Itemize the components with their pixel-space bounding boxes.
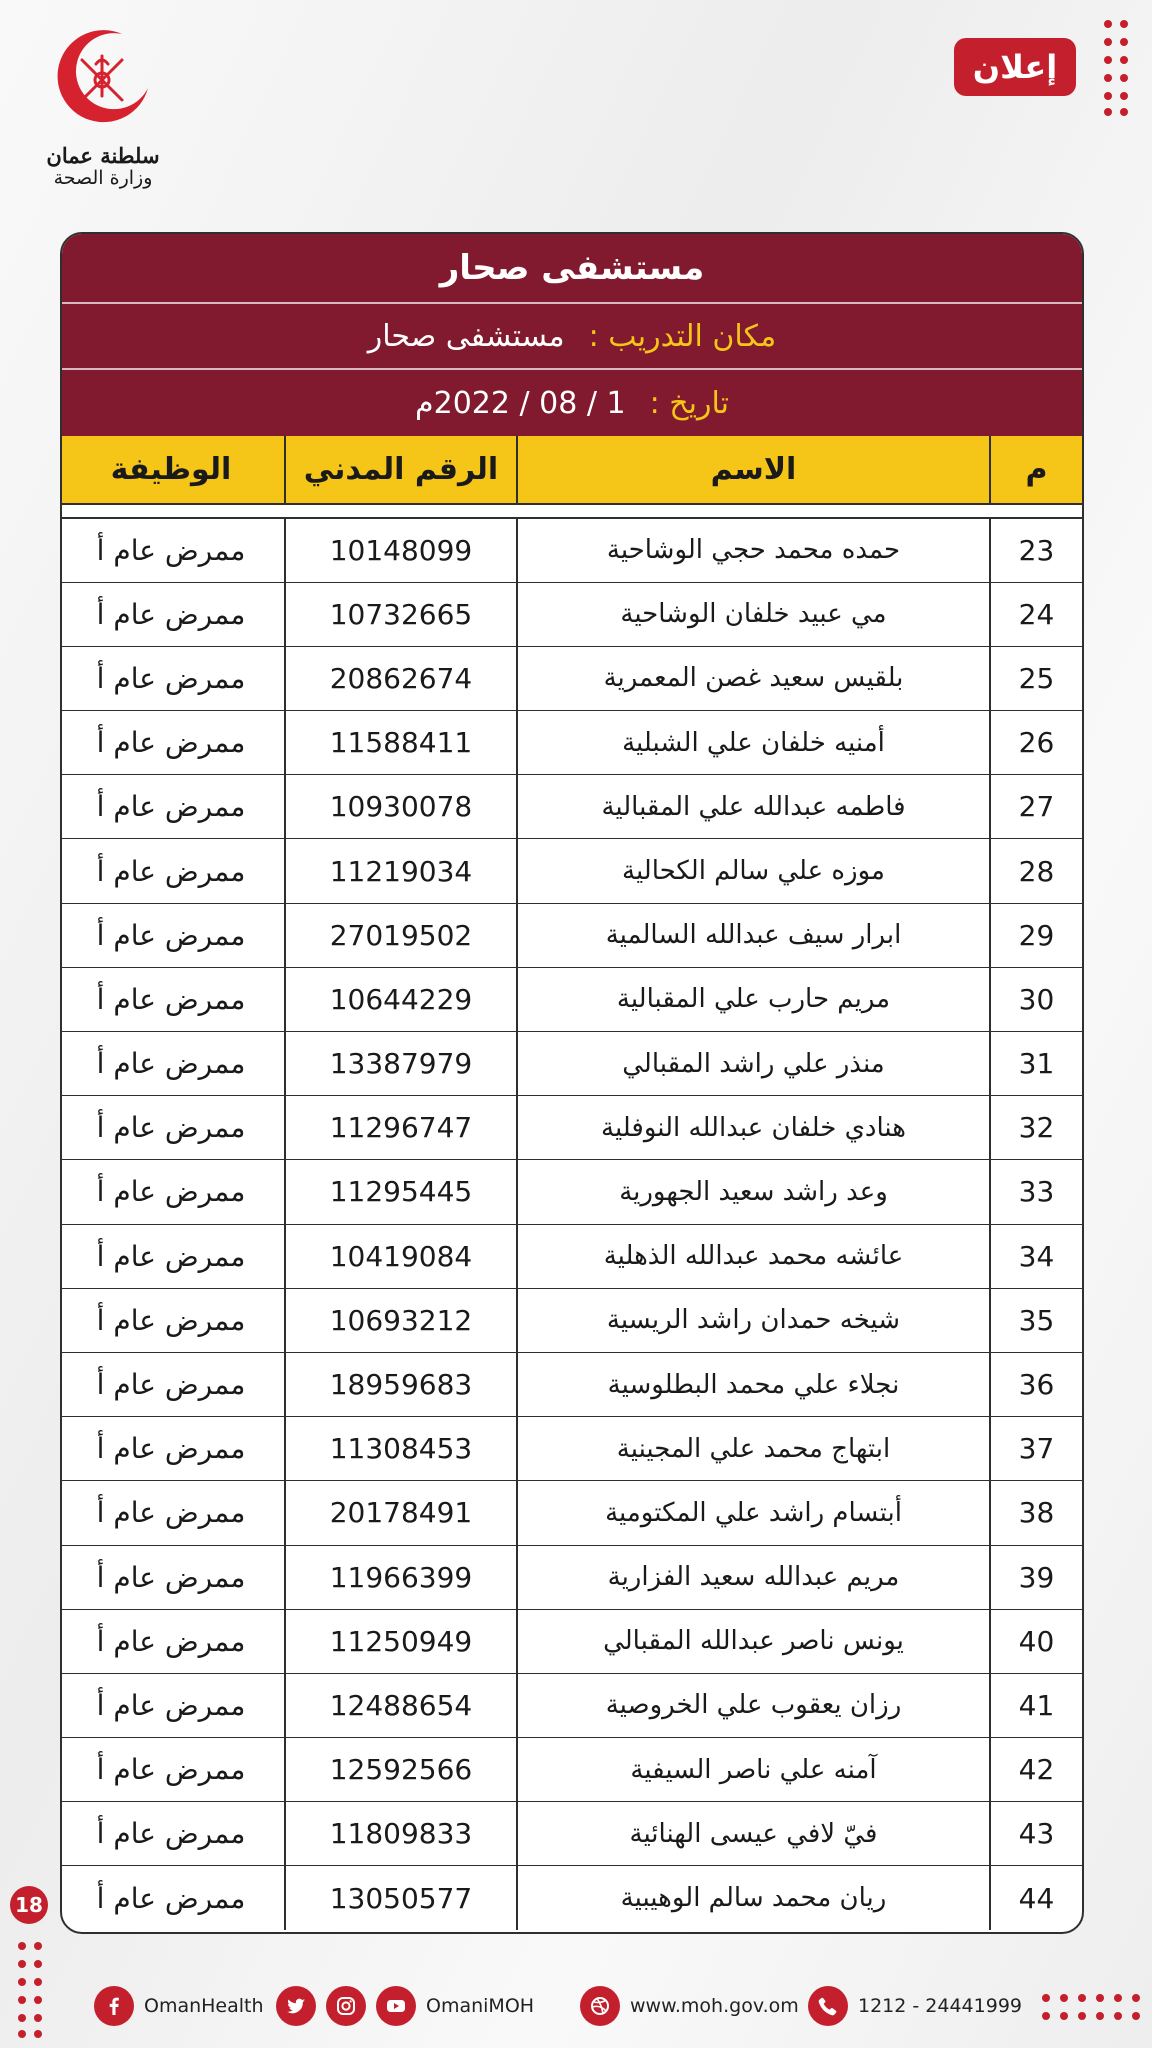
row-number: 24 — [990, 582, 1082, 646]
date-value: 1 / 08 / 2022م — [415, 385, 626, 421]
row-name: حمده محمد حجي الوشاحية — [517, 518, 990, 582]
row-number: 42 — [990, 1738, 1082, 1802]
row-name: وعد راشد سعيد الجهورية — [517, 1160, 990, 1224]
row-civil-id: 20178491 — [285, 1481, 517, 1545]
column-header-name: الاسم — [517, 436, 990, 504]
training-place-value: مستشفى صحار — [367, 318, 565, 354]
table-row — [60, 518, 1082, 582]
twitter-icon[interactable] — [276, 1986, 316, 2026]
row-civil-id: 10693212 — [285, 1288, 517, 1352]
date-row — [62, 370, 1082, 436]
row-number: 31 — [990, 1032, 1082, 1096]
table-row — [60, 1288, 1082, 1352]
row-civil-id: 10732665 — [285, 582, 517, 646]
row-job: ممرض عام أ — [60, 1224, 285, 1288]
row-civil-id: 12592566 — [285, 1738, 517, 1802]
row-job: ممرض عام أ — [60, 1545, 285, 1609]
row-number: 29 — [990, 903, 1082, 967]
row-job: ممرض عام أ — [60, 967, 285, 1031]
row-number: 34 — [990, 1224, 1082, 1288]
decorative-dots-icon — [1102, 18, 1132, 118]
row-civil-id: 10930078 — [285, 775, 517, 839]
row-civil-id: 11295445 — [285, 1160, 517, 1224]
phone-icon — [808, 1986, 848, 2026]
column-header-number: م — [990, 436, 1082, 504]
row-job: ممرض عام أ — [60, 1609, 285, 1673]
row-name: مريم عبدالله سعيد الفزارية — [517, 1545, 990, 1609]
logo-line-2: وزارة الصحة — [53, 167, 153, 190]
table-row — [60, 1352, 1082, 1416]
page-number: 18 — [10, 1886, 48, 1924]
row-job: ممرض عام أ — [60, 1738, 285, 1802]
row-civil-id: 20862674 — [285, 646, 517, 710]
website-url: www.moh.gov.om — [630, 1995, 799, 2017]
row-job: ممرض عام أ — [60, 1160, 285, 1224]
row-civil-id: 27019502 — [285, 903, 517, 967]
table-row — [60, 1481, 1082, 1545]
facebook-icon — [94, 1986, 134, 2026]
row-number: 28 — [990, 839, 1082, 903]
row-job: ممرض عام أ — [60, 775, 285, 839]
row-job: ممرض عام أ — [60, 1802, 285, 1866]
logo-line-1: سلطنة عمان — [46, 143, 160, 168]
row-name: أمنيه خلفان علي الشبلية — [517, 711, 990, 775]
row-civil-id: 11296747 — [285, 1096, 517, 1160]
row-number: 36 — [990, 1352, 1082, 1416]
table-row — [60, 775, 1082, 839]
table-row — [60, 1224, 1082, 1288]
announcement-badge: إعلان — [954, 38, 1076, 96]
footer-phone[interactable] — [808, 1982, 1022, 2030]
row-number: 32 — [990, 1096, 1082, 1160]
row-number: 27 — [990, 775, 1082, 839]
social-handle: OmaniMOH — [426, 1995, 535, 2017]
row-name: مريم حارب علي المقبالية — [517, 967, 990, 1031]
footer-website[interactable] — [580, 1982, 799, 2030]
row-civil-id: 10419084 — [285, 1224, 517, 1288]
table-row — [60, 1802, 1082, 1866]
table-row — [60, 1160, 1082, 1224]
row-job: ممرض عام أ — [60, 518, 285, 582]
row-number: 39 — [990, 1545, 1082, 1609]
row-job: ممرض عام أ — [60, 1417, 285, 1481]
trainees-table — [60, 436, 1082, 1930]
row-civil-id: 12488654 — [285, 1673, 517, 1737]
row-name: مي عبيد خلفان الوشاحية — [517, 582, 990, 646]
row-job: ممرض عام أ — [60, 1352, 285, 1416]
training-place-label: مكان التدريب : — [588, 318, 777, 354]
hospital-title: مستشفى صحار — [62, 234, 1082, 304]
row-number: 35 — [990, 1288, 1082, 1352]
row-civil-id: 11588411 — [285, 711, 517, 775]
row-job: ممرض عام أ — [96, 1881, 246, 1915]
row-name: آمنه علي ناصر السيفية — [517, 1738, 990, 1802]
table-row — [60, 1545, 1082, 1609]
row-name: ابتهاج محمد علي المجينية — [517, 1417, 990, 1481]
table-row — [60, 1096, 1082, 1160]
youtube-icon[interactable] — [376, 1986, 416, 2026]
row-civil-id: 11219034 — [285, 839, 517, 903]
row-job: ممرض عام أ — [60, 839, 285, 903]
footer-facebook[interactable] — [94, 1982, 264, 2030]
row-job: ممرض عام أ — [60, 1481, 285, 1545]
oman-emblem-icon — [52, 26, 152, 126]
row-number: 41 — [990, 1673, 1082, 1737]
row-job: ممرض عام أ — [60, 1673, 285, 1737]
row-civil-id: 11966399 — [285, 1545, 517, 1609]
row-civil-id: 11250949 — [285, 1609, 517, 1673]
row-name: يونس ناصر عبدالله المقبالي — [517, 1609, 990, 1673]
training-place-row — [62, 304, 1082, 370]
facebook-handle: OmanHealth — [144, 1995, 264, 2017]
table-row — [60, 1417, 1082, 1481]
announcement-card — [60, 232, 1084, 1934]
row-number: 43 — [990, 1802, 1082, 1866]
table-row — [60, 1866, 1082, 1930]
row-civil-id: 13387979 — [285, 1032, 517, 1096]
instagram-icon[interactable] — [326, 1986, 366, 2026]
dribbble-globe-icon — [580, 1986, 620, 2026]
row-name: موزه علي سالم الكحالية — [517, 839, 990, 903]
table-row — [60, 839, 1082, 903]
row-name: رزان يعقوب علي الخروصية — [517, 1673, 990, 1737]
row-civil-id: 11308453 — [285, 1417, 517, 1481]
row-job: ممرض عام أ — [60, 582, 285, 646]
row-name: منذر علي راشد المقبالي — [517, 1032, 990, 1096]
row-number: 44 — [990, 1866, 1082, 1930]
row-civil-id: 10148099 — [285, 518, 517, 582]
footer-bar — [0, 1982, 1152, 2030]
row-job: ممرض عام أ — [60, 1288, 285, 1352]
table-row — [60, 1738, 1082, 1802]
table-row — [60, 967, 1082, 1031]
table-row — [60, 1032, 1082, 1096]
row-job: ممرض عام أ — [60, 646, 285, 710]
row-name: فاطمه عبدالله علي المقبالية — [517, 775, 990, 839]
table-row — [60, 646, 1082, 710]
table-row — [60, 1609, 1082, 1673]
row-name: أبتسام راشد علي المكتومية — [517, 1481, 990, 1545]
row-name: عائشه محمد عبدالله الذهلية — [517, 1224, 990, 1288]
row-job: ممرض عام أ — [60, 1032, 285, 1096]
row-name: شيخه حمدان راشد الريسية — [517, 1288, 990, 1352]
row-name: ريان محمد سالم الوهيبية — [517, 1866, 990, 1930]
row-civil-id: 10644229 — [285, 967, 517, 1031]
row-name: هنادي خلفان عبدالله النوفلية — [517, 1096, 990, 1160]
table-row — [60, 1673, 1082, 1737]
row-name: فيّ لافي عيسى الهنائية — [517, 1802, 990, 1866]
ministry-logo — [28, 26, 178, 206]
table-row — [60, 582, 1082, 646]
table-row — [60, 711, 1082, 775]
row-number: 38 — [990, 1481, 1082, 1545]
row-name: ابرار سيف عبدالله السالمية — [517, 903, 990, 967]
row-job: ممرض عام أ — [60, 711, 285, 775]
column-header-job: الوظيفة — [60, 436, 285, 504]
row-civil-id: 13050577 — [285, 1866, 517, 1930]
row-number: 33 — [990, 1160, 1082, 1224]
row-job: ممرض عام أ — [60, 903, 285, 967]
row-number: 23 — [990, 518, 1082, 582]
column-header-civil-id: الرقم المدني — [285, 436, 517, 504]
row-civil-id: 11809833 — [285, 1802, 517, 1866]
table-header-row — [60, 436, 1082, 504]
phone-number: 1212 - 24441999 — [858, 1995, 1022, 2017]
row-name: بلقيس سعيد غصن المعمرية — [517, 646, 990, 710]
row-job: ممرض عام أ — [60, 1096, 285, 1160]
row-number: 37 — [990, 1417, 1082, 1481]
table-row — [60, 903, 1082, 967]
date-label: تاريخ : — [649, 385, 729, 421]
row-number: 30 — [990, 967, 1082, 1031]
row-name: نجلاء علي محمد البطلوسية — [517, 1352, 990, 1416]
row-civil-id: 18959683 — [285, 1352, 517, 1416]
row-number: 40 — [990, 1609, 1082, 1673]
footer-social-icons — [276, 1982, 534, 2030]
row-number: 26 — [990, 711, 1082, 775]
row-number: 25 — [990, 646, 1082, 710]
